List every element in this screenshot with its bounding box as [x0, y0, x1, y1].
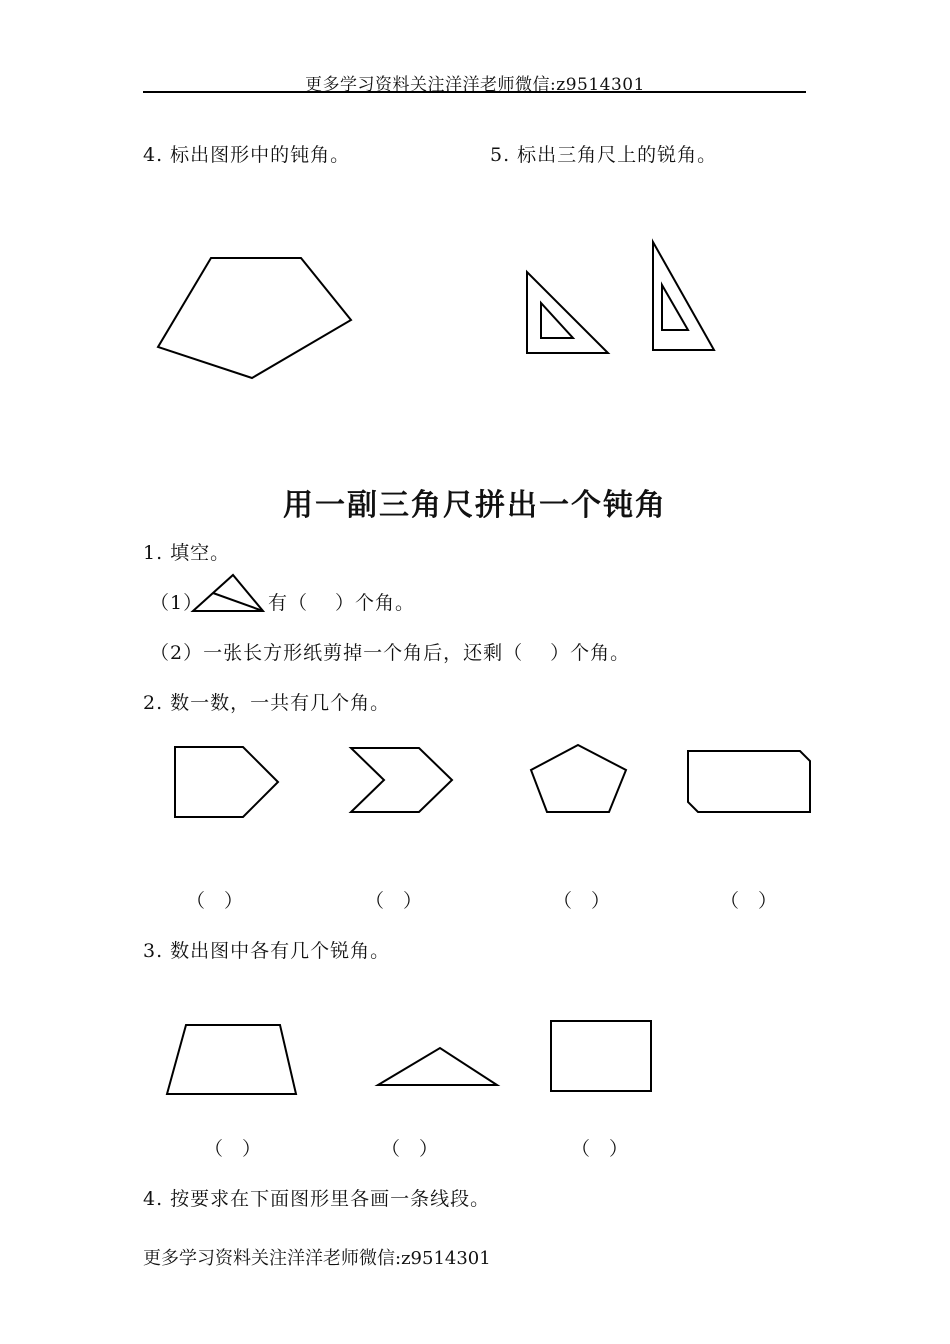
question-5-top: 5. 标出三角尺上的锐角。: [490, 144, 718, 166]
question-1-2: （2）一张长方形纸剪掉一个角后，还剩（ ）个角。: [150, 642, 631, 664]
question-2: 2. 数一数，一共有几个角。: [143, 692, 391, 714]
set-square-1-inner: [541, 303, 573, 338]
question-3: 3. 数出图中各有几个锐角。: [143, 940, 391, 962]
set-square-1-outer: [527, 272, 608, 353]
q2-shape-chevron: [351, 748, 452, 812]
question-1-1-prefix: （1）: [150, 592, 204, 614]
q2-shape-cut-rectangle: [688, 751, 810, 812]
question-4-top: 4. 标出图形中的钝角。: [143, 144, 351, 166]
question-1: 1. 填空。: [143, 542, 231, 564]
q2-answer-4: （ ）: [720, 890, 778, 912]
page-header: 更多学习资料关注洋洋老师微信:z9514301: [305, 75, 645, 95]
page-footer: 更多学习资料关注洋洋老师微信:z9514301: [143, 1248, 491, 1269]
q1-small-triangle: [193, 575, 263, 611]
q3-answer-2: （ ）: [381, 1138, 439, 1160]
q3-shape-rectangle: [551, 1021, 651, 1091]
section-title: 用一副三角尺拼出一个钝角: [283, 488, 667, 523]
q3-shape-triangle: [378, 1048, 497, 1085]
q3-shape-trapezoid: [167, 1025, 296, 1094]
q2-answer-1: （ ）: [186, 890, 244, 912]
set-square-2-inner: [662, 285, 688, 330]
pentagon-figure: [158, 258, 351, 378]
q3-answer-3: （ ）: [571, 1138, 629, 1160]
question-1-1-suffix: 有（ ）个角。: [268, 592, 416, 614]
q2-shape-pentagon: [531, 745, 626, 812]
q2-answer-2: （ ）: [365, 890, 423, 912]
question-4: 4. 按要求在下面图形里各画一条线段。: [143, 1188, 491, 1210]
q3-answer-1: （ ）: [204, 1138, 262, 1160]
q2-answer-3: （ ）: [553, 890, 611, 912]
q2-shape-house: [175, 747, 278, 817]
